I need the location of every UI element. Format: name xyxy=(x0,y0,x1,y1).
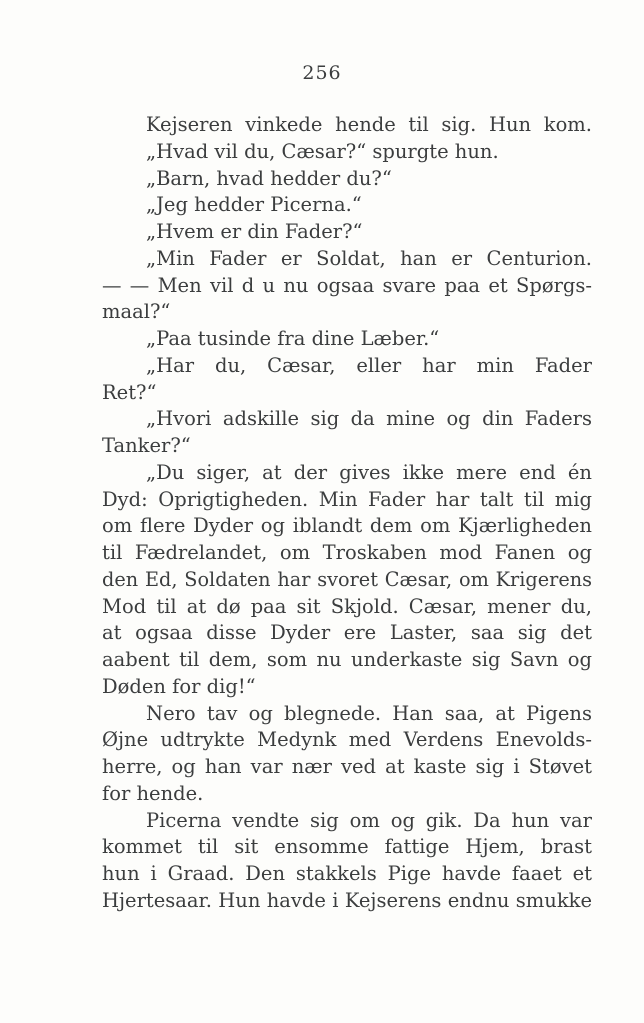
text-line: Nero tav og blegnede. Han saa, at Pigens xyxy=(146,701,592,725)
text-line: Dyd: Oprigtigheden. Min Fader har talt til mig xyxy=(102,487,592,511)
text-line: Mod til at dø paa sit Skjold. Cæsar, mener du, xyxy=(102,594,592,618)
text-line: hun i Graad. Den stakkels Pige havde faaet et xyxy=(102,862,592,885)
text-line: Ret?“ xyxy=(102,380,157,404)
text-line: herre, og han var nær ved at kaste sig i Støvet xyxy=(102,755,592,778)
text-line: „Paa tusinde fra dine Læber.“ xyxy=(146,327,440,350)
body-text xyxy=(102,112,592,915)
text-line: „Hvori adskille sig da mine og din Faders xyxy=(146,407,592,431)
text-line: den Ed, Soldaten har svoret Cæsar, om Krigerens xyxy=(102,567,592,591)
text-line: Picerna vendte sig om og gik. Da hun var xyxy=(146,808,592,832)
text-line: „Hvad vil du, Cæsar?“ spurgte hun. xyxy=(146,139,499,163)
text-line: „Har du, Cæsar, eller har min Fader xyxy=(146,353,592,377)
text-line: for hende. xyxy=(102,781,204,805)
text-line: „Du siger, at der gives ikke mere end én xyxy=(146,460,592,484)
text-line: om flere Dyder og iblandt dem om Kjærligheden xyxy=(102,514,592,538)
text-line: „Hvem er din Fader?“ xyxy=(146,220,363,243)
text-line: Tanker?“ xyxy=(102,434,191,457)
text-line: at ogsaa disse Dyder ere Laster, saa sig det xyxy=(102,621,592,645)
page-number: 256 xyxy=(302,62,342,84)
text-line: „Jeg hedder Picerna.“ xyxy=(146,193,362,217)
text-line: aabent til dem, som nu underkaste sig Savn og xyxy=(102,648,592,671)
text-line: Døden for dig!“ xyxy=(102,674,256,698)
text-line: — — Men vil d u nu ogsaa svare paa et Spørgs- xyxy=(102,273,592,297)
text-line: „Barn, hvad hedder du?“ xyxy=(146,166,392,190)
text-line: maal?“ xyxy=(102,300,171,324)
text-line: kommet til sit ensomme fattige Hjem, brast xyxy=(102,835,592,859)
text-line: til Fædrelandet, om Troskaben mod Fanen og xyxy=(102,541,592,564)
text-line: „Min Fader er Soldat, han er Centurion. xyxy=(146,246,592,270)
text-line: Kejseren vinkede hende til sig. Hun kom. xyxy=(146,113,592,136)
text-line: Øjne udtrykte Medynk med Verdens Enevolds- xyxy=(102,728,592,752)
text-line: Hjertesaar. Hun havde i Kejserens endnu smukke xyxy=(102,888,592,912)
